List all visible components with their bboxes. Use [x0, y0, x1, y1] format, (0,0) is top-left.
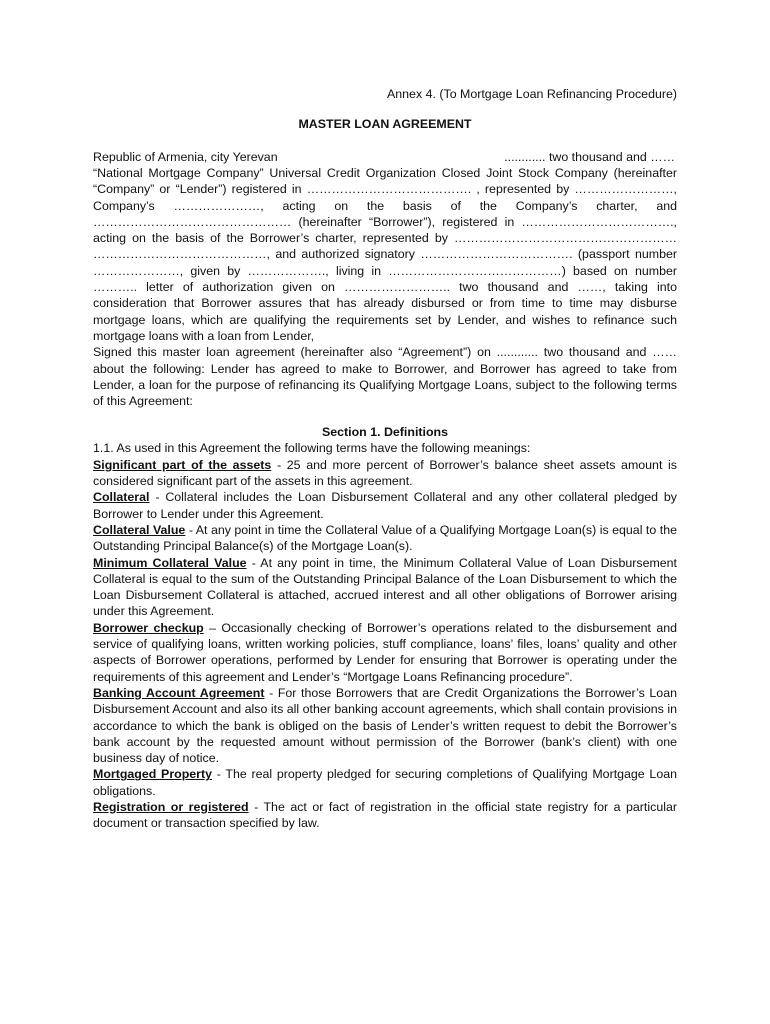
definition-term: Collateral Value — [93, 522, 186, 537]
annex-note: Annex 4. (To Mortgage Loan Refinancing Procedure) — [387, 87, 677, 101]
section-heading: Section 1. Definitions — [322, 425, 448, 440]
definition-text: - At any point in time, the Minimum Collateral Value of Loan Disbursement Collateral is equal to the sum of the Outstanding Principal Balance of the Loan Disbursement to which the Loan Disbursement Collateral is attached, accrued interest and all other obligations of Borrower arising under this Agreement. — [93, 555, 678, 619]
definition-term: Borrower checkup — [93, 620, 204, 635]
document-page — [93, 86, 677, 832]
section-intro: 1.1. As used in this Agreement the following terms have the following meanings: — [93, 441, 531, 456]
place-text: Republic of Armenia, city Yerevan — [93, 150, 278, 164]
definition-item — [93, 489, 677, 522]
definition-item — [93, 685, 677, 766]
definition-term: Significant part of the assets — [93, 457, 272, 472]
definition-text: - Collateral includes the Loan Disbursement Collateral and any other collateral pledged by Borrower to Lender under this Agreement. — [93, 490, 677, 521]
definition-text: - At any point in time the Collateral Value of a Qualifying Mortgage Loan(s) is equal to the Outstanding Principal Balance(s) of the Mortgage Loan(s). — [93, 522, 677, 554]
definition-item — [93, 620, 677, 685]
signed-paragraph: Signed this master loan agreement (hereinafter also “Agreement”) on ............ two thousand and …… about the following: Lender has agreed to make to Borrower, and Borrower has agreed to take from Lender, a loan for the purpose of refinancing its Qualifying Mortgage Loans, subject to the following terms of this Agreement: — [93, 345, 677, 409]
definition-text: - 25 and more percent of Borrower’s balance sheet assets amount is considered significant part of the assets in this agreement. — [93, 457, 677, 489]
parties-paragraph: “National Mortgage Company” Universal Credit Organization Closed Joint Stock Company (hereinafter “Company” or “Lender”) registered in …………………………………. , represented by ……………………, Company’s …………………, acting on the basis of the Company’s charter, and ………………………………………… (hereinafter “Borrower”), registered in ………………………………., acting on the basis of the Borrower’s charter, represented by ……………………………………………… ……………………………………, and authorized signatory ………………………………. (passport number …………………, given by ………………., living in ……………………………………) based on number ……….. letter of authorization given on …………………….. two thousand and ……, taking into consideration that Borrower assures that has already disbursed or from time to time may disburse mortgage loans, which are qualifying the requirements set by Lender, and wishes to refinance such mortgage loans with a loan from Lender, — [93, 166, 677, 343]
definition-term: Minimum Collateral Value — [93, 555, 247, 570]
definition-item — [93, 555, 677, 620]
definitions-list — [93, 457, 677, 832]
definition-text: - For those Borrowers that are Credit Organizations the Borrower’s Loan Disbursement Account and also its all other banking account agreements, which shall contain provisions in accordance to which the bank is obliged on the basis of Lender’s written request to debit the Borrower’s bank account by the requested amount without permission of the Borrower (bank’s client) with one business day of notice. — [93, 685, 677, 766]
date-text: ............ two thousand and …… — [504, 150, 675, 164]
definition-item — [93, 457, 677, 490]
definition-item — [93, 522, 677, 555]
definition-text: – Occasionally checking of Borrower’s operations related to the disbursement and service of qualifying loans, written working policies, stuff compliance, loans’ files, loans’ quality and other aspects of Borrower operations, performed by Lender for ensuring that Borrower is operating under the requirements of this agreement and Lender’s “Mortgage Loans Refinancing procedure”. — [93, 620, 678, 684]
place-date-row — [93, 149, 677, 165]
document-title: MASTER LOAN AGREEMENT — [298, 117, 472, 131]
definition-item — [93, 799, 677, 832]
definition-term: Banking Account Agreement — [93, 685, 265, 700]
definition-text: - The act or fact of registration in the official state registry for a particular document or transaction specified by law. — [93, 799, 677, 831]
definition-term: Mortgaged Property — [93, 767, 213, 782]
definition-text: - The real property pledged for securing completions of Qualifying Mortgage Loan obligations. — [93, 767, 677, 798]
definition-term: Registration or registered — [93, 799, 249, 814]
definition-term: Collateral — [93, 490, 150, 505]
definition-item — [93, 766, 677, 799]
